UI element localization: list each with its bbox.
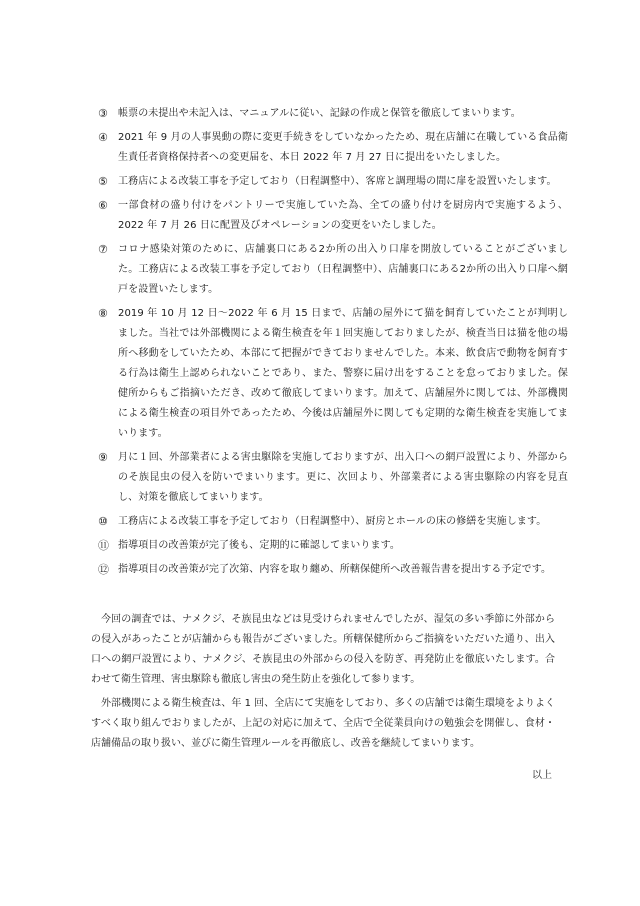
item-text: 2021 年 9 月の人事異動の際に変更手続きをしていなかったため、現在店舗に在職している食品衛生責任者資格保持者への変更届を、本日 2022 年 7 月 27 日に提出をいたしました。 xyxy=(118,132,568,163)
list-item xyxy=(98,448,568,508)
item-number: ⑩ xyxy=(98,515,108,528)
item-number: ⑫ xyxy=(98,563,109,576)
list-item xyxy=(98,240,568,300)
item-text: 指導項目の改善策が完了次第、内容を取り纏め、所轄保健所へ改善報告書を提出する予定です。 xyxy=(118,564,552,575)
item-number: ⑨ xyxy=(98,451,108,464)
item-number: ③ xyxy=(98,107,108,120)
list-item xyxy=(98,104,568,124)
item-text: 一部食材の盛り付けをパントリーで実施していた為、全ての盛り付けを厨房内で実施するよう、2022 年 7 月 26 日に配置及びオペレーションの変更をいたしました。 xyxy=(118,200,568,231)
improvement-list xyxy=(98,104,568,584)
item-number: ④ xyxy=(98,131,108,144)
item-number: ⑧ xyxy=(98,307,108,320)
item-number: ⑦ xyxy=(98,243,108,256)
item-text: 帳票の未提出や未記入は、マニュアルに従い、記録の作成と保管を徹底してまいります。 xyxy=(118,108,521,119)
item-number: ⑤ xyxy=(98,175,108,188)
item-text: 月に１回、外部業者による害虫駆除を実施しておりますが、出入口への網戸設置により、外部からのそ族昆虫の侵入を防いでまいります。更に、次回より、外部業者による害虫駆除の内容を見直し、対策を徹底してまいります。 xyxy=(118,452,568,503)
list-item xyxy=(98,172,568,192)
list-item xyxy=(98,560,568,580)
item-text: 2019 年 10 月 12 日～2022 年 6 月 15 日まで、店舗の屋外にて猫を飼育していたことが判明しました。当社では外部機関による衛生検査を年１回実施しておりましたが、検査当日は猫を他の場所へ移動をしていたため、本部にて把握ができておりませんでした。本来、飲食店で動物を飼育する行為は衛生上認められないことであり、また、警察に届け出をすることを怠っておりました。保健所からもご指摘いただき、改めて徹底してまいります。加えて、店舗屋外に関しては、外部機関による衛生検査の項目外であったため、今後は店舗屋外に関しても定期的な衛生検査を実施してまいります。 xyxy=(118,308,568,439)
list-item xyxy=(98,536,568,556)
list-item xyxy=(98,512,568,532)
list-item xyxy=(98,196,568,236)
list-item xyxy=(98,128,568,168)
item-number: ⑥ xyxy=(98,199,108,212)
item-number: ⑪ xyxy=(98,539,109,552)
item-text: 工務店による改装工事を予定しており（日程調整中）、厨房とホールの床の修繕を実施します。 xyxy=(118,516,547,527)
list-item xyxy=(98,304,568,444)
closing-mark: 以上 xyxy=(532,770,552,781)
summary-paragraph-2: 外部機関による衛生検査は、年 1 回、全店にて実施をしており、多くの店舗では衛生環境をよりよくすべく取り組んでおりましたが、上記の対応に加えて、全店で全従業員向けの勉強会を開催し、食材・店舗備品の取り扱い、並びに衛生管理ルールを再徹底し、改善を継続してまいります。 xyxy=(91,698,555,749)
summary-paragraph-1: 今回の調査では、ナメクジ、そ族昆虫などは見受けられませんでしたが、湿気の多い季節に外部からの侵入があったことが店舗からも報告がございました。所轄保健所からご指摘をいただいた通り、出入口への網戸設置により、ナメクジ、そ族昆虫の外部からの侵入を防ぎ、再発防止を徹底いたします。合わせて衛生管理、害虫駆除も徹底し害虫の発生防止を強化して参ります。 xyxy=(91,614,555,685)
item-text: 工務店による改装工事を予定しており（日程調整中）、客席と調理場の間に扉を設置いたします。 xyxy=(118,176,557,187)
item-text: コロナ感染対策のために、店舗裏口にある2か所の出入り口扉を開放していることがございました。工務店による改装工事を予定しており（日程調整中）、店舗裏口にある2か所の出入り口扉へ網戸を設置いたします。 xyxy=(118,244,568,295)
item-text: 指導項目の改善策が完了後も、定期的に確認してまいります。 xyxy=(118,540,400,551)
